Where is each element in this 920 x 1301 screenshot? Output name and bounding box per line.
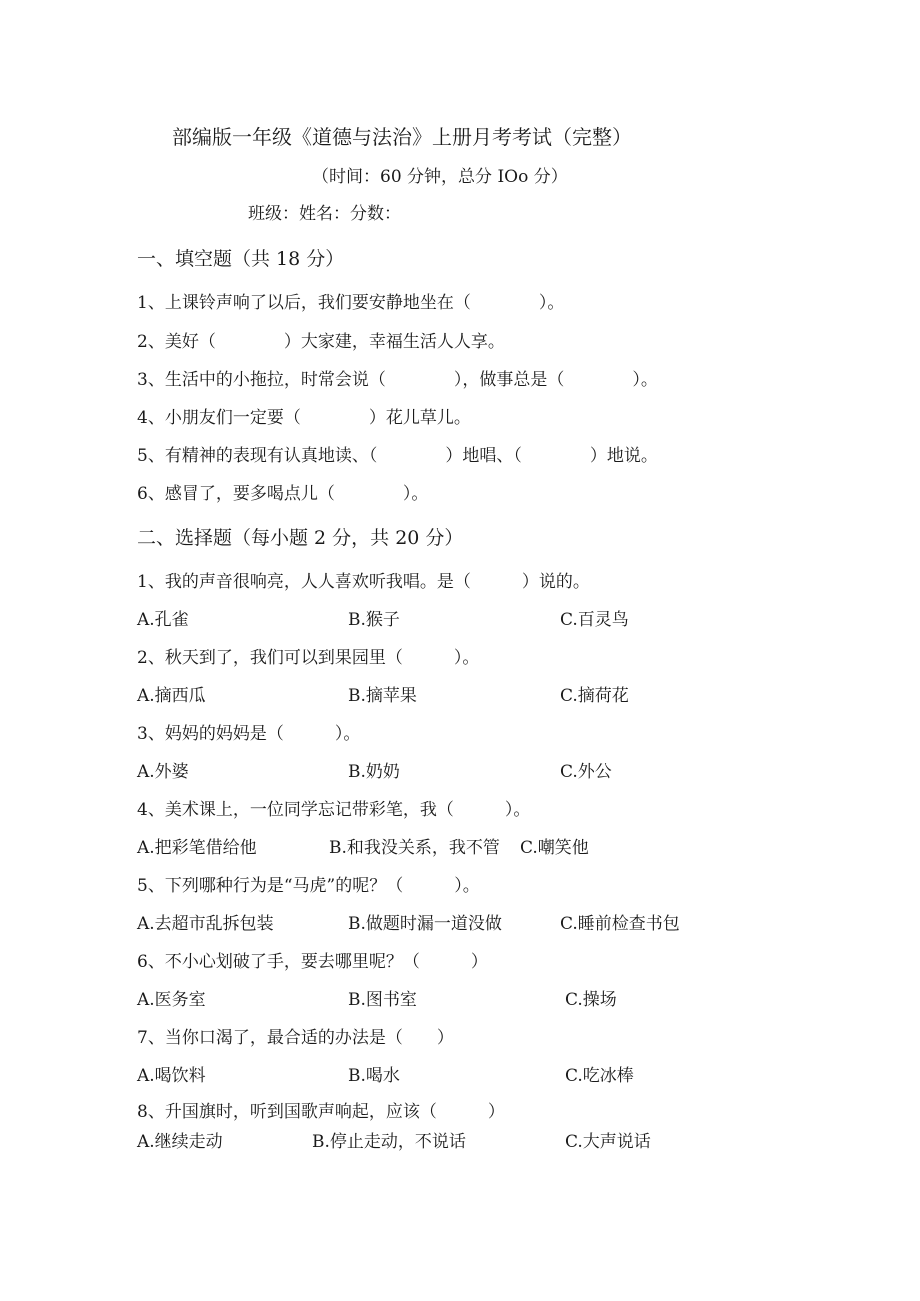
fill-question: 4、小朋友们一定要（ ）花儿草儿。 (137, 408, 471, 428)
option-a: A.外婆 (137, 762, 189, 782)
option-b: B.猴子 (348, 610, 400, 630)
choice-question: 7、当你口渴了，最合适的办法是（ ） (137, 1028, 454, 1048)
choice-question: 8、升国旗时，听到国歌声响起，应该（ ） (137, 1102, 505, 1122)
option-b: B.停止走动，不说话 (312, 1132, 466, 1152)
option-a: A.把彩笔借给他 (137, 838, 257, 858)
option-b: B.和我没关系，我不管 (329, 838, 500, 858)
fill-question: 3、生活中的小拖拉，时常会说（ ），做事总是（ ）。 (137, 370, 658, 390)
option-c: C.摘荷花 (560, 686, 629, 706)
choice-question: 4、美术课上，一位同学忘记带彩笔，我（ ）。 (137, 800, 531, 820)
option-b: B.奶奶 (348, 762, 400, 782)
student-info: 班级：姓名：分数： (248, 204, 401, 224)
option-c: C.嘲笑他 (520, 838, 589, 858)
option-a: A.去超市乱拆包装 (137, 914, 274, 934)
option-c: C.吃冰棒 (565, 1066, 634, 1086)
option-b: B.图书室 (348, 990, 417, 1010)
option-c: C.操场 (565, 990, 617, 1010)
exam-title: 部编版一年级《道德与法治》上册月考考试（完整） (172, 125, 632, 149)
option-c: C.百灵鸟 (560, 610, 629, 630)
fill-question: 6、感冒了，要多喝点儿（ ）。 (137, 484, 429, 504)
fill-question: 5、有精神的表现有认真地读、（ ）地唱、（ ）地说。 (137, 446, 658, 466)
option-a: A.孔雀 (137, 610, 189, 630)
choice-question: 2、秋天到了，我们可以到果园里（ ）。 (137, 648, 480, 668)
fill-question: 2、美好（ ）大家建，幸福生活人人享。 (137, 332, 505, 352)
choice-question: 6、不小心划破了手，要去哪里呢？（ ） (137, 952, 488, 972)
option-a: A.继续走动 (137, 1132, 223, 1152)
fill-question: 1、上课铃声响了以后，我们要安静地坐在（ ）。 (137, 293, 565, 313)
exam-subtitle: （时间：60 分钟，总分 IOo 分） (312, 167, 568, 187)
option-c: C.睡前检查书包 (560, 914, 680, 934)
choice-question: 5、下列哪种行为是“马虎”的呢？（ ）。 (137, 876, 480, 896)
choice-question: 1、我的声音很响亮，人人喜欢听我唱。是（ ）说的。 (137, 572, 590, 592)
option-b: B.喝水 (348, 1066, 400, 1086)
section-heading: 二、选择题（每小题 2 分，共 20 分） (137, 527, 464, 549)
section-heading: 一、填空题（共 18 分） (137, 248, 345, 270)
option-c: C.外公 (560, 762, 612, 782)
option-c: C.大声说话 (565, 1132, 651, 1152)
option-b: B.摘苹果 (348, 686, 417, 706)
choice-question: 3、妈妈的妈妈是（ ）。 (137, 724, 361, 744)
option-a: A.喝饮料 (137, 1066, 206, 1086)
option-a: A.医务室 (137, 990, 206, 1010)
option-a: A.摘西瓜 (137, 686, 206, 706)
option-b: B.做题时漏一道没做 (348, 914, 502, 934)
